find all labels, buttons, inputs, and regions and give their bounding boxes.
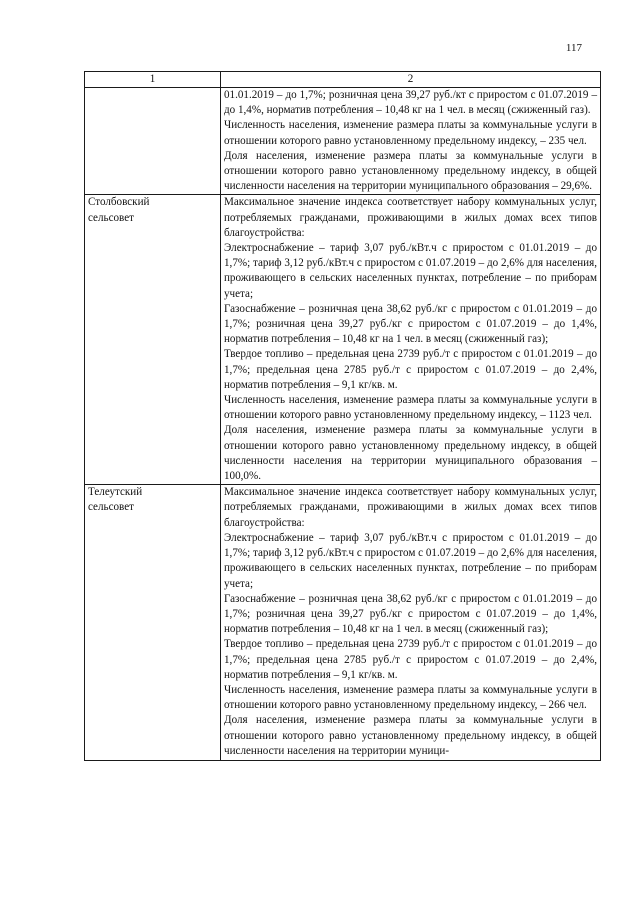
- municipality-cell: [85, 485, 221, 761]
- paragraph: Численность населения, изменение размера платы за коммунальные услуги в отношении которого равно установленному предельному индексу, – 235 чел.: [224, 119, 597, 147]
- table-header-row: [85, 72, 601, 88]
- municipality-cell: [85, 195, 221, 485]
- municipality-type: сельсовет: [88, 211, 134, 224]
- table-row: [85, 485, 601, 761]
- indices-table: [84, 71, 601, 761]
- indicator-cell: [221, 195, 601, 485]
- column-header-1: 1: [85, 72, 221, 88]
- paragraph: Доля населения, изменение размера платы за коммунальные услуги в отношении которого равно установленному предельному индексу, в общей численности населения на территории муници-: [224, 714, 597, 757]
- municipality-name: Столбовский: [88, 196, 150, 209]
- paragraph: Твердое топливо – предельная цена 2739 руб./т с приростом с 01.01.2019 – до 1,7%; предельная цена 2785 руб./т с приростом с 01.07.2019 – до 2,4%, норматив потребления – 9,1 кг/кв. м.: [224, 638, 597, 681]
- paragraph: Численность населения, изменение размера платы за коммунальные услуги в отношении которого равно установленному предельному индексу, – 1123 чел.: [224, 394, 597, 422]
- paragraph: Доля населения, изменение размера платы за коммунальные услуги в отношении которого равно установленному предельному индексу, в общей численности населения на территории муниципального образования – 100,0%.: [224, 424, 597, 483]
- municipality-type: сельсовет: [88, 501, 134, 514]
- indicator-cell: [221, 485, 601, 761]
- paragraph: 01.01.2019 – до 1,7%; розничная цена 39,27 руб./кт с приростом с 01.07.2019 – до 1,4%, норматив потребления – 10,48 кг на 1 чел. в месяц (сжиженный газ).: [224, 89, 597, 117]
- table-row: [85, 195, 601, 485]
- paragraph: Максимальное значение индекса соответствует набору коммунальных услуг, потребляемых гражданами, проживающими в жилых домах всех типов благоустройства:: [224, 196, 597, 239]
- paragraph: Электроснабжение – тариф 3,07 руб./кВт.ч с приростом с 01.01.2019 – до 1,7%; тариф 3,12 руб./кВт.ч с приростом с 01.07.2019 – до 2,6% для населения, проживающего в сельских населенных пунктах, потребление – по приборам учета;: [224, 242, 597, 300]
- municipality-name: Телеутский: [88, 486, 143, 499]
- table-row: [85, 88, 601, 195]
- column-header-2: 2: [221, 72, 601, 88]
- paragraph: Газоснабжение – розничная цена 38,62 руб./кг с приростом с 01.01.2019 – до 1,7%; розничная цена 39,27 руб./кг с приростом с 01.07.2019 – до 1,4%, норматив потребления – 10,48 кг на 1 чел. в месяц (сжиженный газ);: [224, 592, 597, 636]
- paragraph: Твердое топливо – предельная цена 2739 руб./т с приростом с 01.01.2019 – до 1,7%; предельная цена 2785 руб./т с приростом с 01.07.2019 – до 2,4%, норматив потребления – 9,1 кг/кв. м.: [224, 348, 597, 391]
- indicator-cell: [221, 88, 601, 195]
- page-number: 117: [565, 42, 582, 54]
- paragraph: Численность населения, изменение размера платы за коммунальные услуги в отношении которого равно установленному предельному индексу, – 266 чел.: [224, 683, 597, 712]
- paragraph: Газоснабжение – розничная цена 38,62 руб./кг с приростом с 01.01.2019 – до 1,7%; розничная цена 39,27 руб./кг с приростом с 01.07.2019 – до 1,4%, норматив потребления – 10,48 кг на 1 чел. в месяц (сжиженный газ);: [224, 302, 597, 346]
- paragraph: Электроснабжение – тариф 3,07 руб./кВт.ч с приростом с 01.01.2019 – до 1,7%; тариф 3,12 руб./кВт.ч с приростом с 01.07.2019 – до 2,6% для населения, проживающего в сельских населенных пунктах, потребление – по приборам учета;: [224, 531, 597, 590]
- municipality-cell: [85, 88, 221, 195]
- paragraph: Доля населения, изменение размера платы за коммунальные услуги в отношении которого равно установленному предельному индексу, в общей численности населения на территории муниципального образования – 29,6%.: [224, 149, 597, 193]
- paragraph: Максимальное значение индекса соответствует набору коммунальных услуг, потребляемых гражданами, проживающими в жилых домах всех типов благоустройства:: [224, 486, 597, 529]
